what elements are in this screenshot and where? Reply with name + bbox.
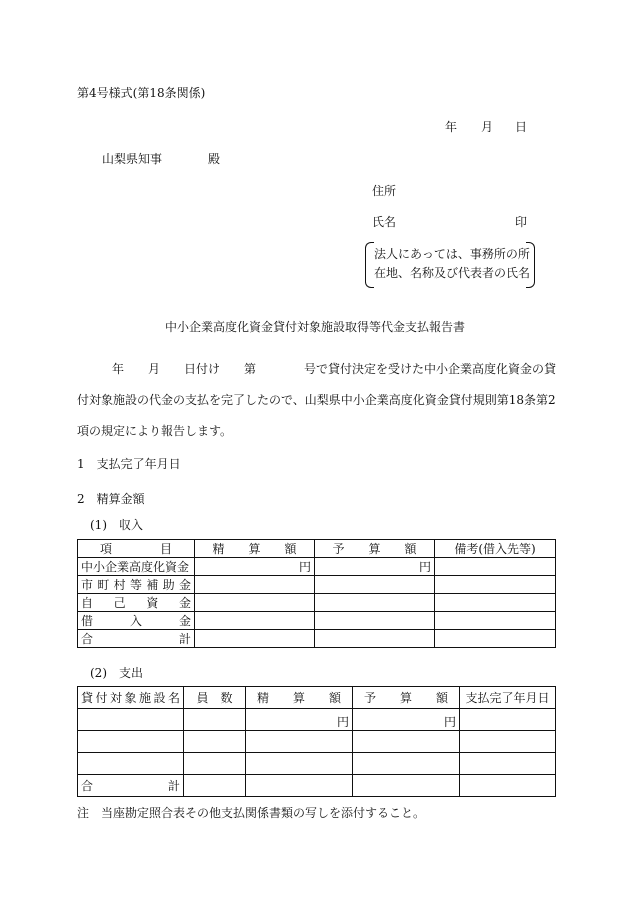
corporate-note [374,245,530,283]
expense-date[interactable] [460,731,556,753]
table-header-row [78,687,556,709]
date-month: 月 [481,120,494,134]
income-item: 中小企業高度化資金 [78,558,195,576]
corporate-note-box [365,242,535,286]
income-item: 借入金 [78,612,195,630]
body-paragraph [77,354,557,447]
header-count: 員 数 [184,687,246,709]
expense-budget[interactable] [353,731,460,753]
income-settled[interactable] [195,594,315,612]
date-day: 日 [515,120,528,134]
header-payment-date: 支払完了年月日 [460,687,556,709]
expense-settled[interactable]: 円 [246,709,353,731]
expense-budget[interactable] [353,753,460,775]
income-note[interactable] [435,630,556,648]
income-note[interactable] [435,558,556,576]
corporate-note-line2: 在地、名称及び代表者の氏名 [374,266,531,280]
income-budget[interactable] [315,594,435,612]
income-budget[interactable] [315,630,435,648]
table-row [78,576,556,594]
addressee-honorific: 殿 [208,152,221,166]
income-budget[interactable] [315,576,435,594]
expense-facility[interactable] [78,731,184,753]
header-budget: 予 算 額 [315,540,435,558]
income-item: 合計 [78,630,195,648]
income-note[interactable] [435,594,556,612]
expense-budget[interactable]: 円 [353,709,460,731]
expense-budget[interactable] [353,775,460,797]
corporate-note-line1: 法人にあっては、事務所の所 [374,247,530,261]
header-settled: 精 算 額 [195,540,315,558]
section-settlement: 2 精算金額 [77,492,145,506]
table-row [78,775,556,797]
address-label: 住所 [372,184,397,198]
table-row [78,731,556,753]
expense-label: (2) 支出 [90,666,143,680]
income-item: 市町村等補助金 [78,576,195,594]
seal-mark: 印 [515,215,528,229]
form-number: 第4号様式(第18条関係) [77,86,206,100]
income-settled[interactable]: 円 [195,558,315,576]
body-line-3: 項の規定により報告します。 [77,424,233,438]
document-title: 中小企業高度化資金貸付対象施設取得等代金支払報告書 [164,320,465,334]
header-budget: 予 算 額 [353,687,460,709]
income-label: (1) 収入 [90,518,143,532]
expense-count[interactable] [184,753,246,775]
date-line [445,118,527,135]
table-row [78,630,556,648]
header-item: 項 目 [78,540,195,558]
income-settled[interactable] [195,612,315,630]
expense-facility[interactable] [78,753,184,775]
income-note[interactable] [435,576,556,594]
expense-date[interactable] [460,753,556,775]
income-settled[interactable] [195,630,315,648]
section-payment-date: 1 支払完了年月日 [77,457,181,471]
addressee-name: 山梨県知事 [102,152,163,166]
expense-count[interactable] [184,731,246,753]
table-row [78,753,556,775]
addressee [102,150,220,167]
header-settled: 精 算 額 [246,687,353,709]
left-bracket [365,242,374,288]
name-label: 氏名 [372,215,397,229]
income-table [77,539,556,648]
expense-settled[interactable] [246,731,353,753]
header-remarks: 備考(借入先等) [435,540,556,558]
income-note[interactable] [435,612,556,630]
table-row [78,594,556,612]
header-facility: 貸付対象施設名 [78,687,184,709]
body-line-2: 付対象施設の代金の支払を完了したので、山梨県中小企業高度化資金貸付規則第18条第2 [77,393,556,407]
expense-date[interactable] [460,709,556,731]
table-header-row [78,540,556,558]
income-budget[interactable]: 円 [315,558,435,576]
expense-count[interactable] [184,775,246,797]
income-budget[interactable] [315,612,435,630]
date-year: 年 [445,120,458,134]
footnote: 注 当座勘定照合表その他支払関係書類の写しを添付すること。 [77,806,426,820]
expense-settled[interactable] [246,753,353,775]
income-item: 自己資金 [78,594,195,612]
expense-count[interactable] [184,709,246,731]
income-settled[interactable] [195,576,315,594]
table-row [78,612,556,630]
expense-facility: 合計 [78,775,184,797]
expense-table [77,686,556,797]
body-line-1: 年 月 日付け 第 号で貸付決定を受けた中小企業高度化資金の貸 [112,362,557,376]
table-row [78,709,556,731]
expense-date[interactable] [460,775,556,797]
expense-facility[interactable] [78,709,184,731]
table-row [78,558,556,576]
expense-settled[interactable] [246,775,353,797]
